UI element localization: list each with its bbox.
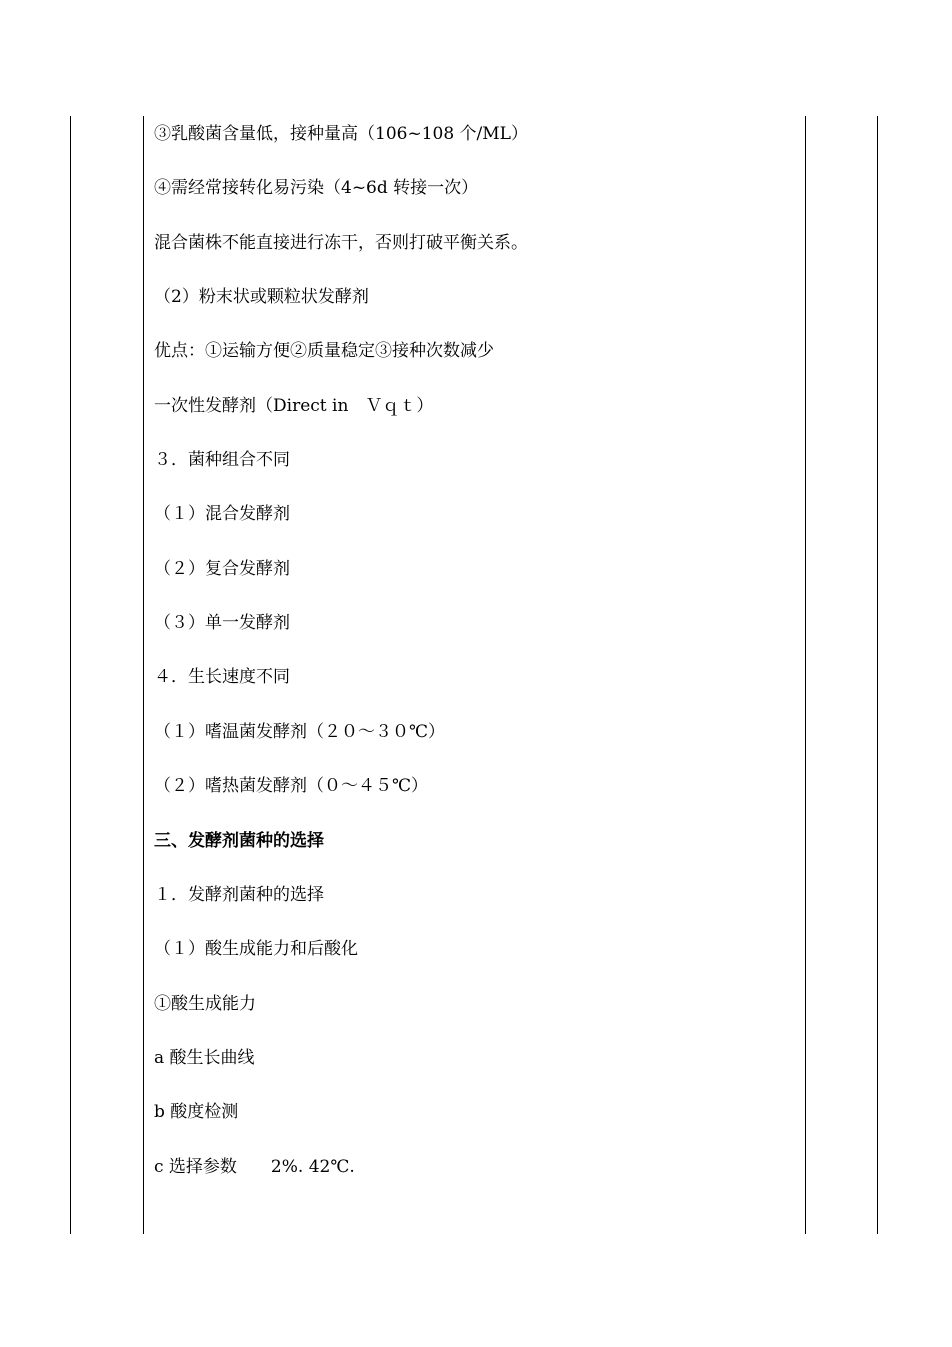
text-line: ③乳酸菌含量低，接种量高（106~108 个/ML）: [154, 124, 528, 144]
text-line: ④需经常接转化易污染（4~6d 转接一次）: [154, 178, 479, 198]
text-line: a 酸生长曲线: [154, 1048, 255, 1068]
text-line: １．发酵剂菌种的选择: [154, 885, 324, 905]
text-line: ①酸生成能力: [154, 994, 256, 1014]
text-line: （2）粉末状或颗粒状发酵剂: [154, 287, 369, 307]
table-border-right-outer: [877, 116, 878, 1234]
table-border-right-inner: [805, 116, 806, 1234]
section-heading: 三、发酵剂菌种的选择: [154, 831, 324, 851]
text-line: 一次性发酵剂（Direct in Ｖｑｔ）: [154, 396, 434, 416]
text-line: （１）嗜温菌发酵剂（２０～３０℃）: [154, 722, 446, 742]
text-line: 优点：①运输方便②质量稳定③接种次数减少: [154, 341, 494, 361]
table-border-left-inner: [143, 116, 144, 1234]
text-line: （３）单一发酵剂: [154, 613, 290, 633]
table-border-left-outer: [70, 116, 71, 1234]
text-line: （２）复合发酵剂: [154, 559, 290, 579]
text-line: ４．生长速度不同: [154, 667, 290, 687]
text-line: （２）嗜热菌发酵剂（０～４５℃）: [154, 776, 429, 796]
text-line: ３．菌种组合不同: [154, 450, 290, 470]
text-line: b 酸度检测: [154, 1102, 239, 1122]
text-line: 混合菌株不能直接进行冻干，否则打破平衡关系。: [154, 233, 528, 253]
text-line: （１）酸生成能力和后酸化: [154, 939, 358, 959]
text-line: （１）混合发酵剂: [154, 504, 290, 524]
text-line: c 选择参数 2%. 42℃.: [154, 1157, 355, 1177]
